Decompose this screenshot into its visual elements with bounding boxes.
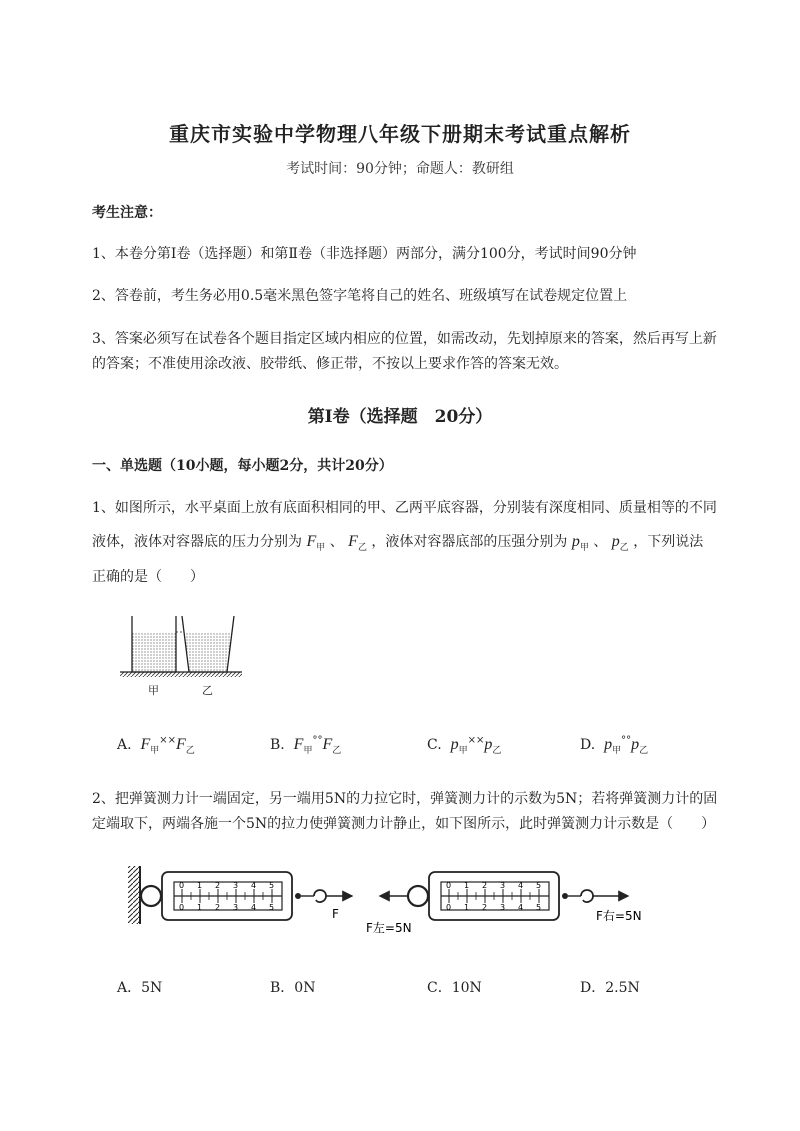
scale1-top-2: 2 bbox=[215, 881, 221, 890]
scale2-bot-0: 0 bbox=[446, 903, 452, 912]
q1-line3: 正确的是（ ） bbox=[92, 569, 204, 585]
scale2-bot-1: 1 bbox=[464, 903, 470, 912]
notice-item-2: 2、答卷前，考生务必用0.5毫米黑色签字笔将自己的姓名、班级填写在试卷规定位置上 bbox=[92, 288, 628, 304]
scale1-top-3: 3 bbox=[233, 881, 239, 890]
scale2-top-4: 4 bbox=[518, 881, 524, 890]
scale2-bot-5: 5 bbox=[536, 903, 542, 912]
scale1-top-1: 1 bbox=[197, 881, 203, 890]
scale2-bot-4: 4 bbox=[518, 903, 524, 912]
notice-heading: 考生注意： bbox=[92, 205, 162, 221]
part-heading: 一、单选题（10小题，每小题2分，共计20分） bbox=[92, 458, 393, 474]
scale2-top-1: 1 bbox=[464, 881, 470, 890]
table-hatch bbox=[120, 672, 242, 677]
hook-2 bbox=[581, 890, 593, 902]
q2-option-a[interactable]: A．5N bbox=[117, 980, 163, 996]
scale2-top-5: 5 bbox=[536, 881, 542, 890]
scale1-bot-2: 2 bbox=[215, 903, 221, 912]
force-label-right: F右=5N bbox=[596, 909, 642, 923]
q1-option-b[interactable]: B. $F_甲^{^\circ^\circ}F_乙$ bbox=[270, 735, 342, 756]
q1-sep-2: 、 bbox=[593, 534, 608, 550]
scale2-bot-3: 3 bbox=[500, 903, 506, 912]
force-label-f: F bbox=[332, 907, 339, 921]
q1-option-a[interactable]: A. $F_甲^{\times\times}F_乙$ bbox=[117, 735, 195, 756]
notice-item-1: 1、本卷分第I卷（选择题）和第Ⅱ卷（非选择题）两部分，满分100分，考试时间90分钟 bbox=[92, 246, 637, 262]
page-subtitle: 考试时间：90分钟；命题人：教研组 bbox=[286, 161, 514, 177]
var-f-yi: $F_乙$ bbox=[348, 533, 367, 553]
scale1-bot-5: 5 bbox=[269, 903, 275, 912]
scale1-top-0: 0 bbox=[179, 881, 185, 890]
scale1-bot-4: 4 bbox=[251, 903, 257, 912]
fig-label-yi: 乙 bbox=[202, 684, 213, 697]
scale1-top-5: 5 bbox=[269, 881, 275, 890]
q1-text-a: 液体，液体对容器底的压力分别为 bbox=[92, 534, 302, 550]
q1-sep-1: 、 bbox=[329, 534, 344, 550]
liquid-jia bbox=[132, 632, 176, 672]
page-title: 重庆市实验中学物理八年级下册期末考试重点解析 bbox=[169, 122, 631, 146]
fig-label-jia: 甲 bbox=[148, 684, 159, 697]
q1-option-c[interactable]: C. $p_甲^{\times\times}p_乙$ bbox=[427, 735, 502, 756]
section-title: 第I卷（选择题 20分） bbox=[307, 407, 493, 427]
q1-line2 bbox=[92, 531, 703, 558]
scale1-top-4: 4 bbox=[251, 881, 257, 890]
notice-item-3-cont: 的答案；不准使用涂改液、胶带纸、修正带，不按以上要求作答的答案无效。 bbox=[92, 356, 568, 372]
scale2-top-3: 3 bbox=[500, 881, 506, 890]
ring-left-2 bbox=[408, 886, 428, 906]
ring-left-1 bbox=[141, 886, 161, 906]
q1-text-c: ，下列说法 bbox=[633, 534, 704, 550]
q1-option-d[interactable]: D. $p_甲^{^\circ^\circ}p_乙$ bbox=[580, 735, 649, 756]
liquid-yi bbox=[184, 632, 232, 672]
q2-option-d[interactable]: D．2.5N bbox=[580, 980, 640, 996]
scale2-top-0: 0 bbox=[446, 881, 452, 890]
q2-option-c[interactable]: C．10N bbox=[427, 980, 482, 996]
var-p-jia: $p_甲$ bbox=[571, 533, 589, 553]
q2-spring-scale-figure bbox=[118, 858, 658, 940]
wall-hatch bbox=[128, 866, 140, 924]
q1-containers-figure bbox=[108, 612, 248, 698]
force-label-left: F左=5N bbox=[366, 921, 412, 935]
hook-1 bbox=[314, 890, 326, 902]
q1-line1: 1、如图所示，水平桌面上放有底面积相同的甲、乙两平底容器，分别装有深度相同、质量相等的不同 bbox=[92, 500, 717, 516]
q2-line2: 定端取下，两端各施一个5N的拉力使弹簧测力计静止，如下图所示，此时弹簧测力计示数是（ ） bbox=[92, 816, 716, 832]
scale1-bot-1: 1 bbox=[197, 903, 203, 912]
q2-option-b[interactable]: B．0N bbox=[270, 980, 316, 996]
q2-line1: 2、把弹簧测力计一端固定，另一端用5N的力拉它时，弹簧测力计的示数为5N；若将弹簧测力计的固 bbox=[92, 791, 718, 807]
var-f-jia: $F_甲$ bbox=[306, 533, 326, 553]
scale2-bot-2: 2 bbox=[482, 903, 488, 912]
var-p-yi: $p_乙$ bbox=[611, 533, 629, 553]
scale1-bot-0: 0 bbox=[179, 903, 185, 912]
scale-pin-1 bbox=[295, 893, 301, 899]
scale1-bot-3: 3 bbox=[233, 903, 239, 912]
scale-pin-2 bbox=[562, 893, 568, 899]
q1-text-b: ，液体对容器底部的压强分别为 bbox=[371, 534, 568, 550]
scale2-top-2: 2 bbox=[482, 881, 488, 890]
notice-item-3: 3、答案必须写在试卷各个题目指定区域内相应的位置，如需改动，先划掉原来的答案，然后再写上新 bbox=[92, 331, 717, 347]
